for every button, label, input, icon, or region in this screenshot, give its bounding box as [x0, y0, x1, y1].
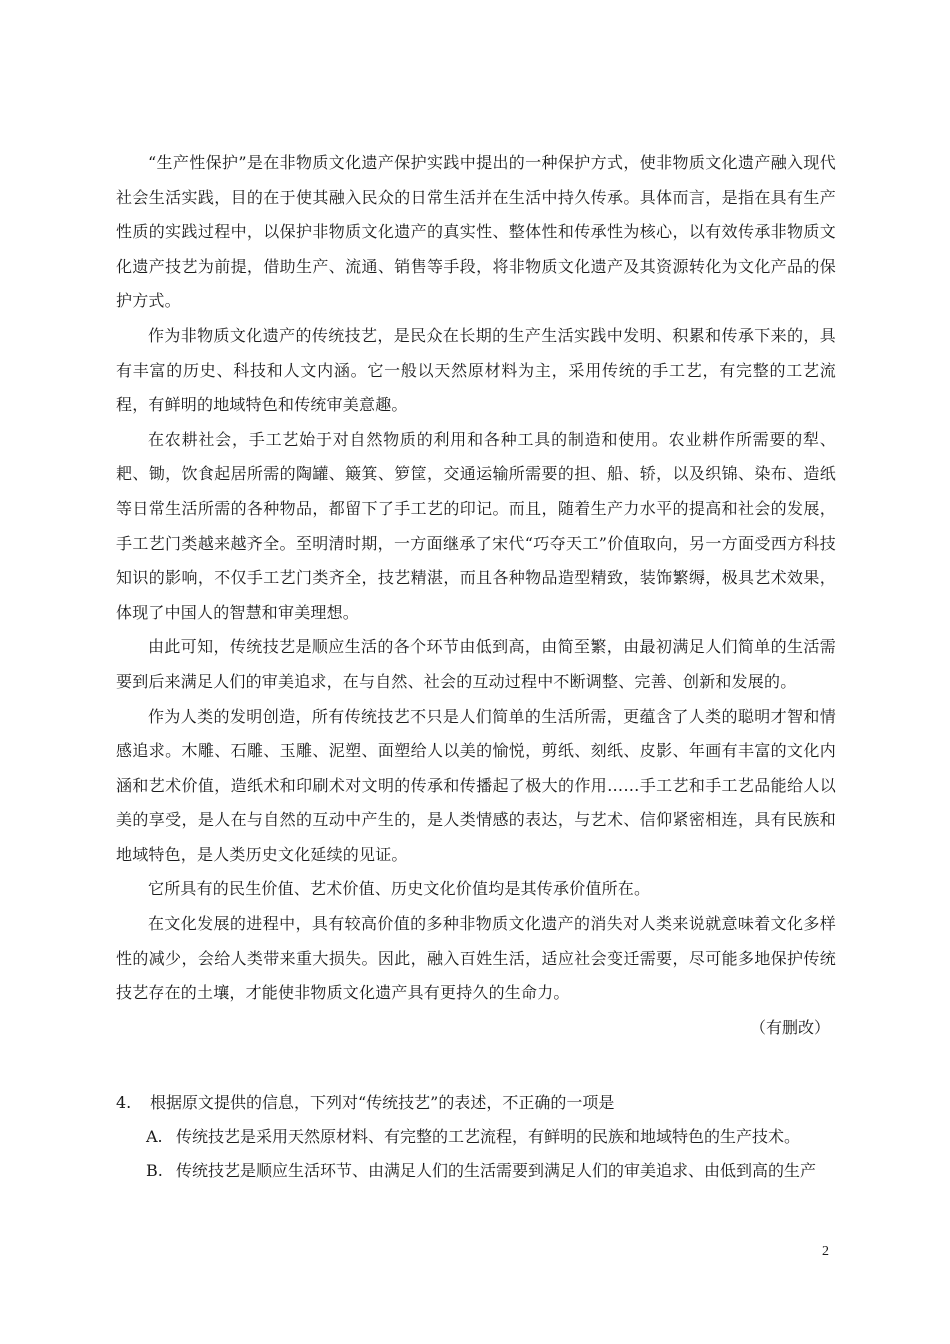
- question-4: [116, 1086, 836, 1188]
- option-b-text: 传统技艺是顺应生活环节、由满足人们的生活需要到满足人们的审美追求、由低到高的生产: [176, 1161, 817, 1180]
- article-paragraph-2: 作为非物质文化遗产的传统技艺，是民众在长期的生产生活实践中发明、积累和传承下来的，具有丰富的历史、科技和人文内涵。它一般以天然原材料为主，采用传统的手工艺，有完整的工艺流程，有鲜明的地域特色和传统审美意趣。: [116, 325, 836, 415]
- option-a-letter: A.: [146, 1127, 163, 1146]
- option-a: [116, 1120, 836, 1154]
- article-paragraph-1: “生产性保护”是在非物质文化遗产保护实践中提出的一种保护方式，使非物质文化遗产融入现代社会生活实践，目的在于使其融入民众的日常生活并在生活中持久传承。具体而言，是指在具有生产性质的实践过程中，以保护非物质文化遗产的真实性、整体性和传承性为核心，以有效传承非物质文化遗产技艺为前提，借助生产、流通、销售等手段，将非物质文化遗产及其资源转化为文化产品的保护方式。: [116, 153, 836, 311]
- option-a-text: 传统技艺是采用天然原材料、有完整的工艺流程，有鲜明的民族和地域特色的生产技术。: [176, 1127, 801, 1146]
- article-paragraph-5: 作为人类的发明创造，所有传统技艺不只是人们简单的生活所需，更蕴含了人类的聪明才智和情感追求。木雕、石雕、玉雕、泥塑、面塑给人以美的愉悦，剪纸、刻纸、皮影、年画有丰富的文化内涵和艺术价值，造纸术和印刷术对文明的传承和传播起了极大的作用……手工艺和手工艺品能给人以美的享受，是人在与自然的互动中产生的，是人类情感的表达，与艺术、信仰紧密相连，具有民族和地域特色，是人类历史文化延续的见证。: [116, 706, 836, 864]
- question-number: 4.: [116, 1093, 132, 1112]
- question-text: 根据原文提供的信息，下列对“传统技艺”的表述，不正确的一项是: [150, 1093, 615, 1112]
- article-paragraph-6: 它所具有的民生价值、艺术价值、历史文化价值均是其传承价值所在。: [148, 879, 651, 899]
- article-paragraph-3: 在农耕社会，手工艺始于对自然物质的利用和各种工具的制造和使用。农业耕作所需要的犁、耙、锄，饮食起居所需的陶罐、簸箕、箩筐，交通运输所需要的担、船、轿，以及织锦、染布、造纸等日常生活所需的各种物品，都留下了手工艺的印记。而且，随着生产力水平的提高和社会的发展，手工艺门类越来越齐全。至明清时期，一方面继承了宋代“巧夺天工”价值取向，另一方面受西方科技知识的影响，不仅手工艺门类齐全，技艺精湛，而且各种物品造型精致，装饰繁缛，极具艺术效果，体现了中国人的智慧和审美理想。: [116, 429, 836, 622]
- article-paragraph-7: 在文化发展的进程中，具有较高价值的多种非物质文化遗产的消失对人类来说就意味着文化多样性的减少，会给人类带来重大损失。因此，融入百姓生活，适应社会变迁需要，尽可能多地保护传统技艺存在的土壤，才能使非物质文化遗产具有更持久的生命力。: [116, 914, 836, 1003]
- article-paragraph-4: 由此可知，传统技艺是顺应生活的各个环节由低到高，由简至繁，由最初满足人们简单的生活需要到后来满足人们的审美追求，在与自然、社会的互动过程中不断调整、完善、创新和发展的。: [116, 637, 836, 691]
- article-body: [116, 146, 836, 1045]
- source-note: （有删改）: [749, 1017, 830, 1037]
- option-b: [116, 1154, 836, 1188]
- page-number: 2: [822, 1244, 829, 1259]
- question-stem: [116, 1086, 836, 1120]
- option-b-letter: B.: [146, 1161, 163, 1180]
